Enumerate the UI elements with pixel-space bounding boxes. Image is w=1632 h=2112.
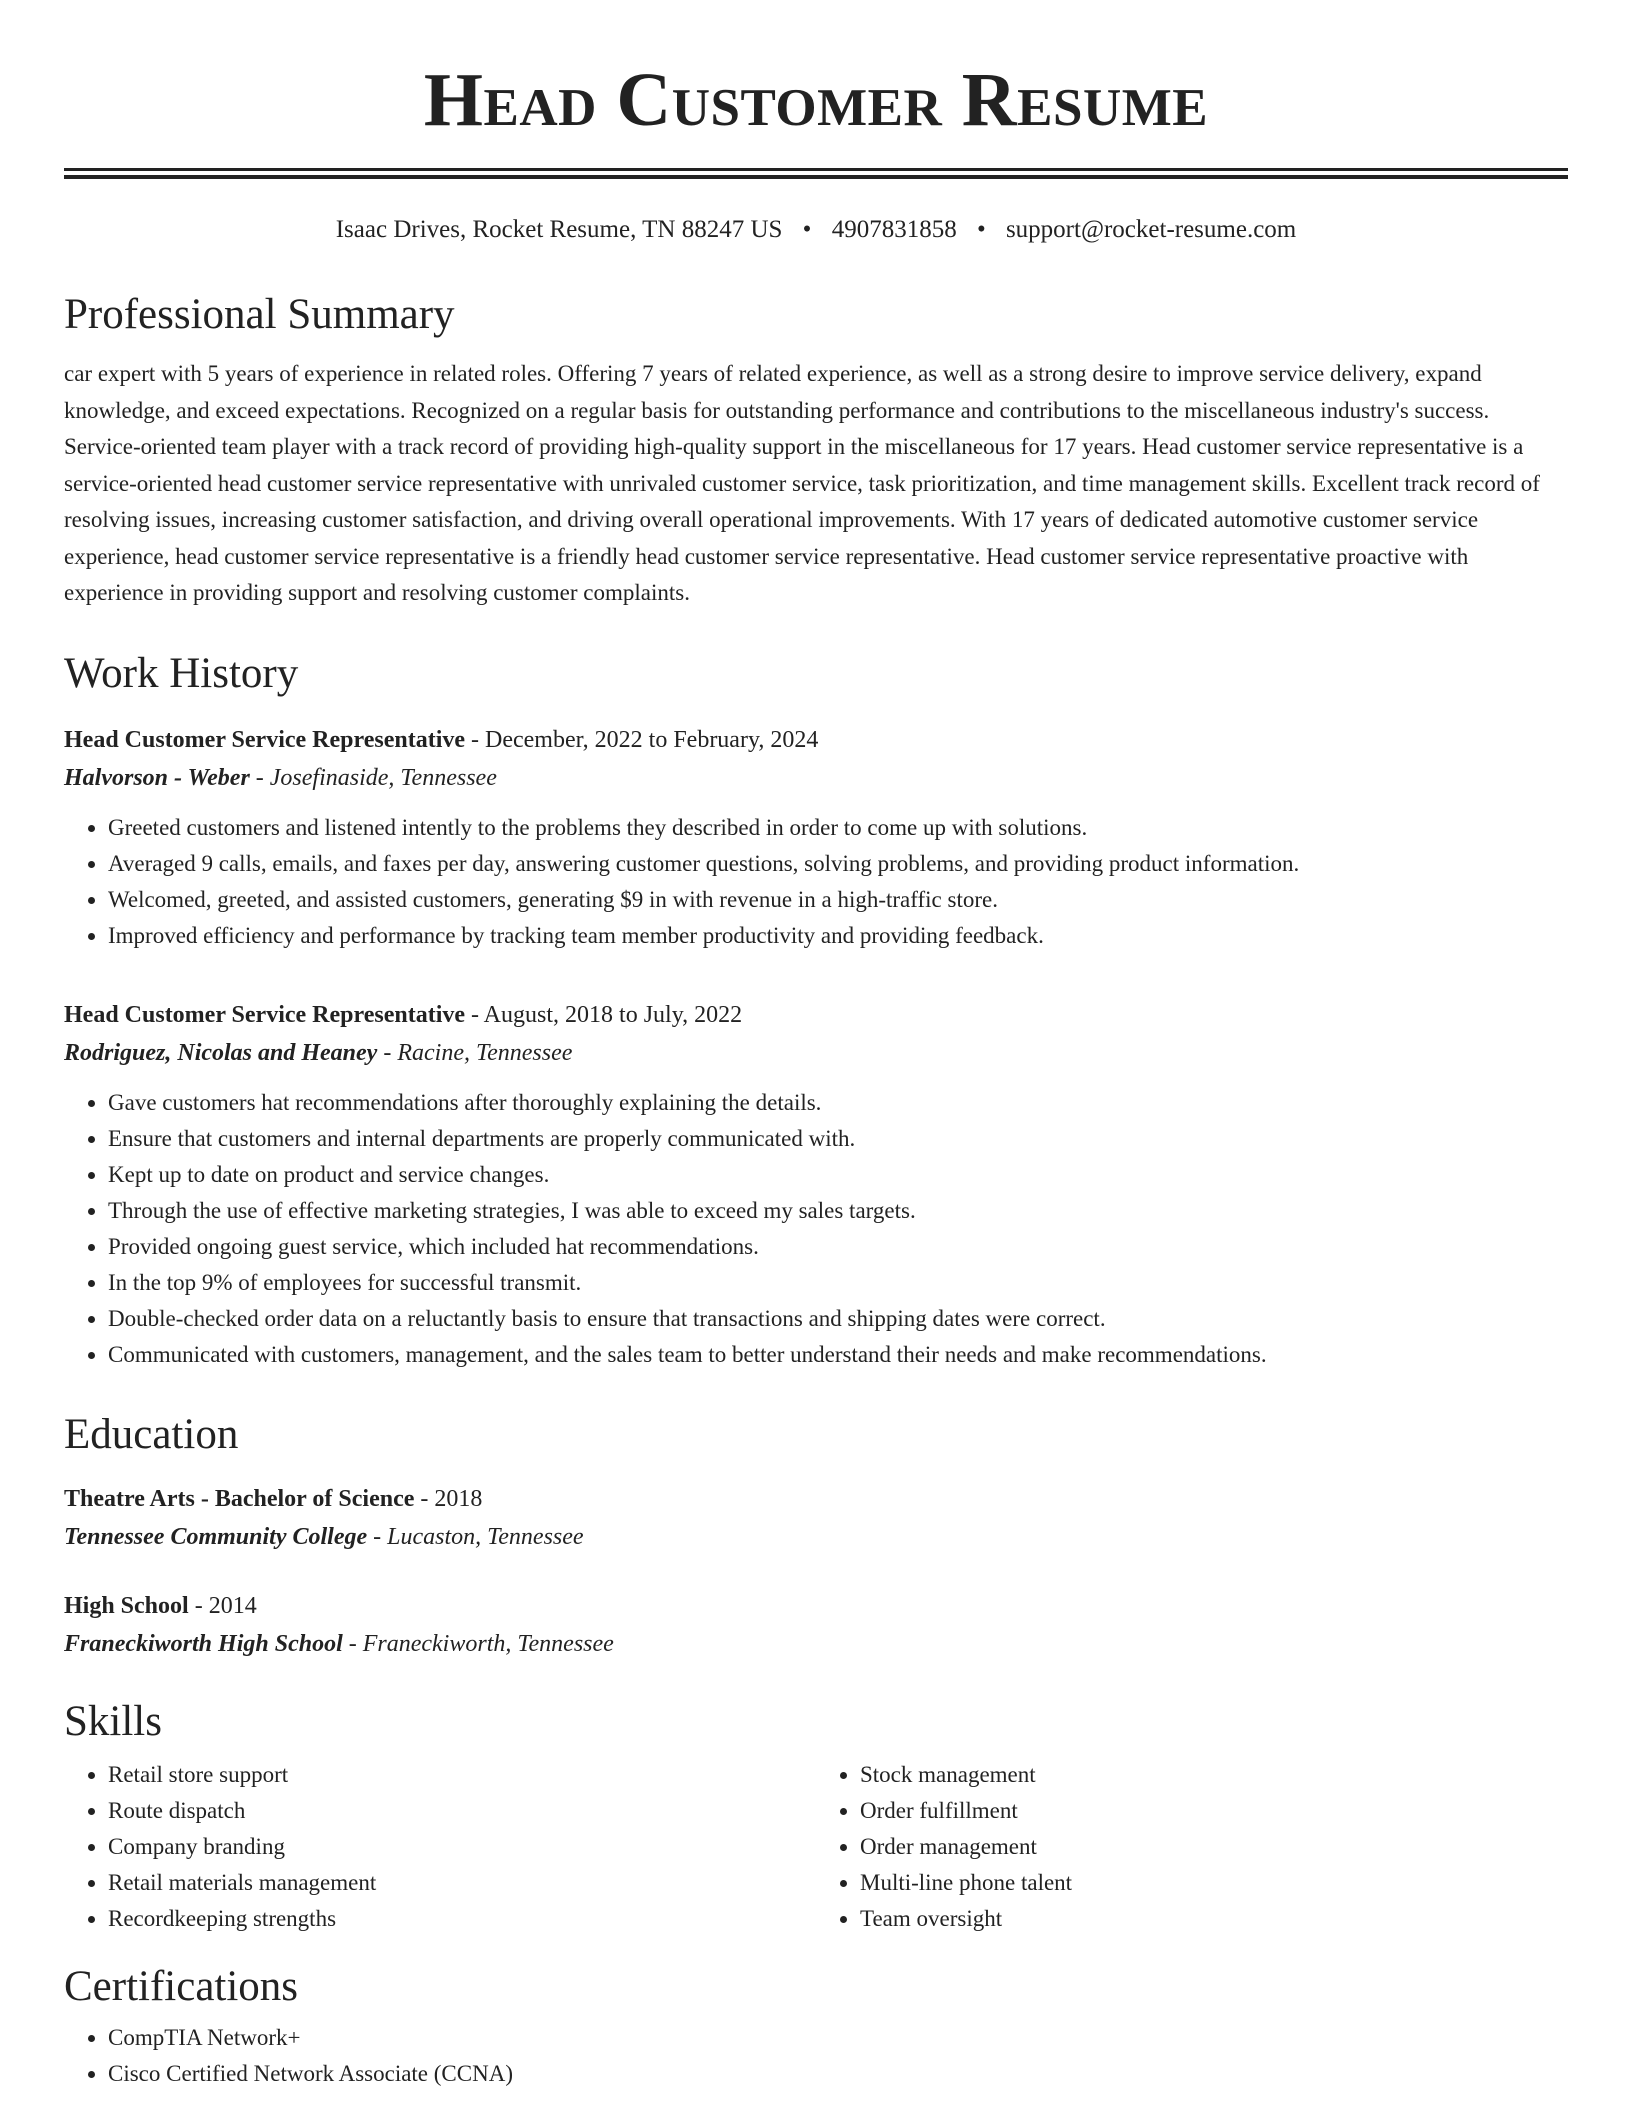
education-degree: Theatre Arts - Bachelor of Science	[64, 1485, 415, 1512]
job-location: - Racine, Tennessee	[377, 1039, 573, 1066]
contact-separator: •	[802, 216, 812, 243]
job-dates: - December, 2022 to February, 2024	[465, 726, 819, 753]
job-entry	[64, 721, 1568, 954]
education-year: - 2014	[188, 1592, 257, 1619]
skills-heading: Skills	[64, 1697, 162, 1745]
job-duties-list	[64, 810, 1568, 954]
skill-item: • Multi-line phone talent	[860, 1865, 1568, 1901]
job-duty: • Communicated with customers, management, and the sales team to better understand their needs and make recommendations.	[108, 1337, 1568, 1373]
education-school: Tennessee Community College	[64, 1523, 368, 1550]
certification-item: • CompTIA Network+	[108, 2020, 1568, 2056]
skill-item: • Order fulfillment	[860, 1793, 1568, 1829]
job-employer-line	[64, 1034, 1568, 1073]
job-employer-line	[64, 759, 1568, 798]
education-header	[64, 1587, 1568, 1625]
education-location: - Franeckiworth, Tennessee	[342, 1630, 614, 1657]
job-role: Head Customer Service Representative	[64, 1001, 466, 1028]
contact-line	[64, 215, 1568, 245]
skill-item: • Stock management	[860, 1757, 1568, 1793]
job-company: Rodriguez, Nicolas and Heaney	[64, 1039, 378, 1066]
skills-list-right	[816, 1757, 1568, 1937]
education-header	[64, 1480, 1568, 1518]
job-duty: • In the top 9% of employees for successful transmit.	[108, 1265, 1568, 1301]
skills-columns	[64, 1757, 1568, 1937]
job-duty: • Greeted customers and listened intently to the problems they described in order to come up with solutions.	[108, 810, 1568, 846]
job-header	[64, 996, 1568, 1034]
skill-item: • Team oversight	[860, 1901, 1568, 1937]
summary-heading: Professional Summary	[64, 291, 455, 338]
job-duty: • Double-checked order data on a reluctantly basis to ensure that transactions and shipping dates were correct.	[108, 1301, 1568, 1337]
skill-item: • Route dispatch	[108, 1793, 816, 1829]
job-duties-list	[64, 1085, 1568, 1373]
job-duty: • Gave customers hat recommendations after thoroughly explaining the details.	[108, 1085, 1568, 1121]
job-header	[64, 721, 1568, 759]
education-location: - Lucaston, Tennessee	[367, 1523, 584, 1550]
certification-item: • Cisco Certified Network Associate (CCNA)	[108, 2056, 1568, 2092]
education-school: Franeckiworth High School	[64, 1630, 343, 1657]
job-duty: • Through the use of effective marketing strategies, I was able to exceed my sales targets.	[108, 1193, 1568, 1229]
job-role: Head Customer Service Representative	[64, 726, 466, 753]
skill-item: • Order management	[860, 1829, 1568, 1865]
contact-phone: 4907831858	[831, 216, 957, 243]
work-history-heading: Work History	[64, 649, 299, 697]
skill-item: • Company branding	[108, 1829, 816, 1865]
job-entry	[64, 996, 1568, 1373]
education-degree: High School	[64, 1592, 189, 1619]
job-duty: • Improved efficiency and performance by tracking team member productivity and providing feedback.	[108, 918, 1568, 954]
job-duty: • Kept up to date on product and service changes.	[108, 1157, 1568, 1193]
education-school-line	[64, 1625, 1568, 1664]
resume-title: Head Customer Resume	[423, 58, 1209, 142]
job-company: Halvorson - Weber	[64, 764, 250, 791]
certifications-list	[64, 2020, 1568, 2092]
job-location: - Josefinaside, Tennessee	[249, 764, 497, 791]
job-duty: • Averaged 9 calls, emails, and faxes per day, answering customer questions, solving problems, and providing product information.	[108, 846, 1568, 882]
certifications-heading: Certifications	[64, 1962, 299, 2010]
job-duty: • Welcomed, greeted, and assisted customers, generating $9 in with revenue in a high-traffic store.	[108, 882, 1568, 918]
education-entry	[64, 1587, 1568, 1664]
job-duty: • Ensure that customers and internal departments are properly communicated with.	[108, 1121, 1568, 1157]
contact-address: Isaac Drives, Rocket Resume, TN 88247 US	[335, 216, 783, 243]
skill-item: • Retail store support	[108, 1757, 816, 1793]
education-school-line	[64, 1518, 1568, 1557]
summary-text: car expert with 5 years of experience in related roles. Offering 7 years of related experience, as well as a strong desire to improve service delivery, expand knowledge, and exceed expectations. Recognized on a regular basis for outstanding performance and contributions to the miscellaneous industry's success. Service-oriented team player with a track record of providing high-quality support in the miscellaneous for 17 years. Head customer service representative is a service-oriented head customer service representative with unrivaled customer service, task prioritization, and time management skills. Excellent track record of resolving issues, increasing customer satisfaction, and driving overall operational improvements. With 17 years of dedicated automotive customer service experience, head customer service representative is a friendly head customer service representative. Head customer service representative proactive with experience in providing support and resolving customer complaints.	[64, 361, 1540, 605]
contact-email: support@rocket-resume.com	[1005, 216, 1297, 243]
skill-item: • Retail materials management	[108, 1865, 816, 1901]
education-year: - 2018	[414, 1485, 483, 1512]
education-heading: Education	[64, 1410, 239, 1458]
skill-item: • Recordkeeping strengths	[108, 1901, 816, 1937]
education-entry	[64, 1480, 1568, 1557]
skills-list-left	[64, 1757, 816, 1937]
contact-separator: •	[976, 216, 986, 243]
job-dates: - August, 2018 to July, 2022	[465, 1001, 743, 1028]
job-duty: • Provided ongoing guest service, which included hat recommendations.	[108, 1229, 1568, 1265]
title-double-rule	[64, 168, 1568, 179]
